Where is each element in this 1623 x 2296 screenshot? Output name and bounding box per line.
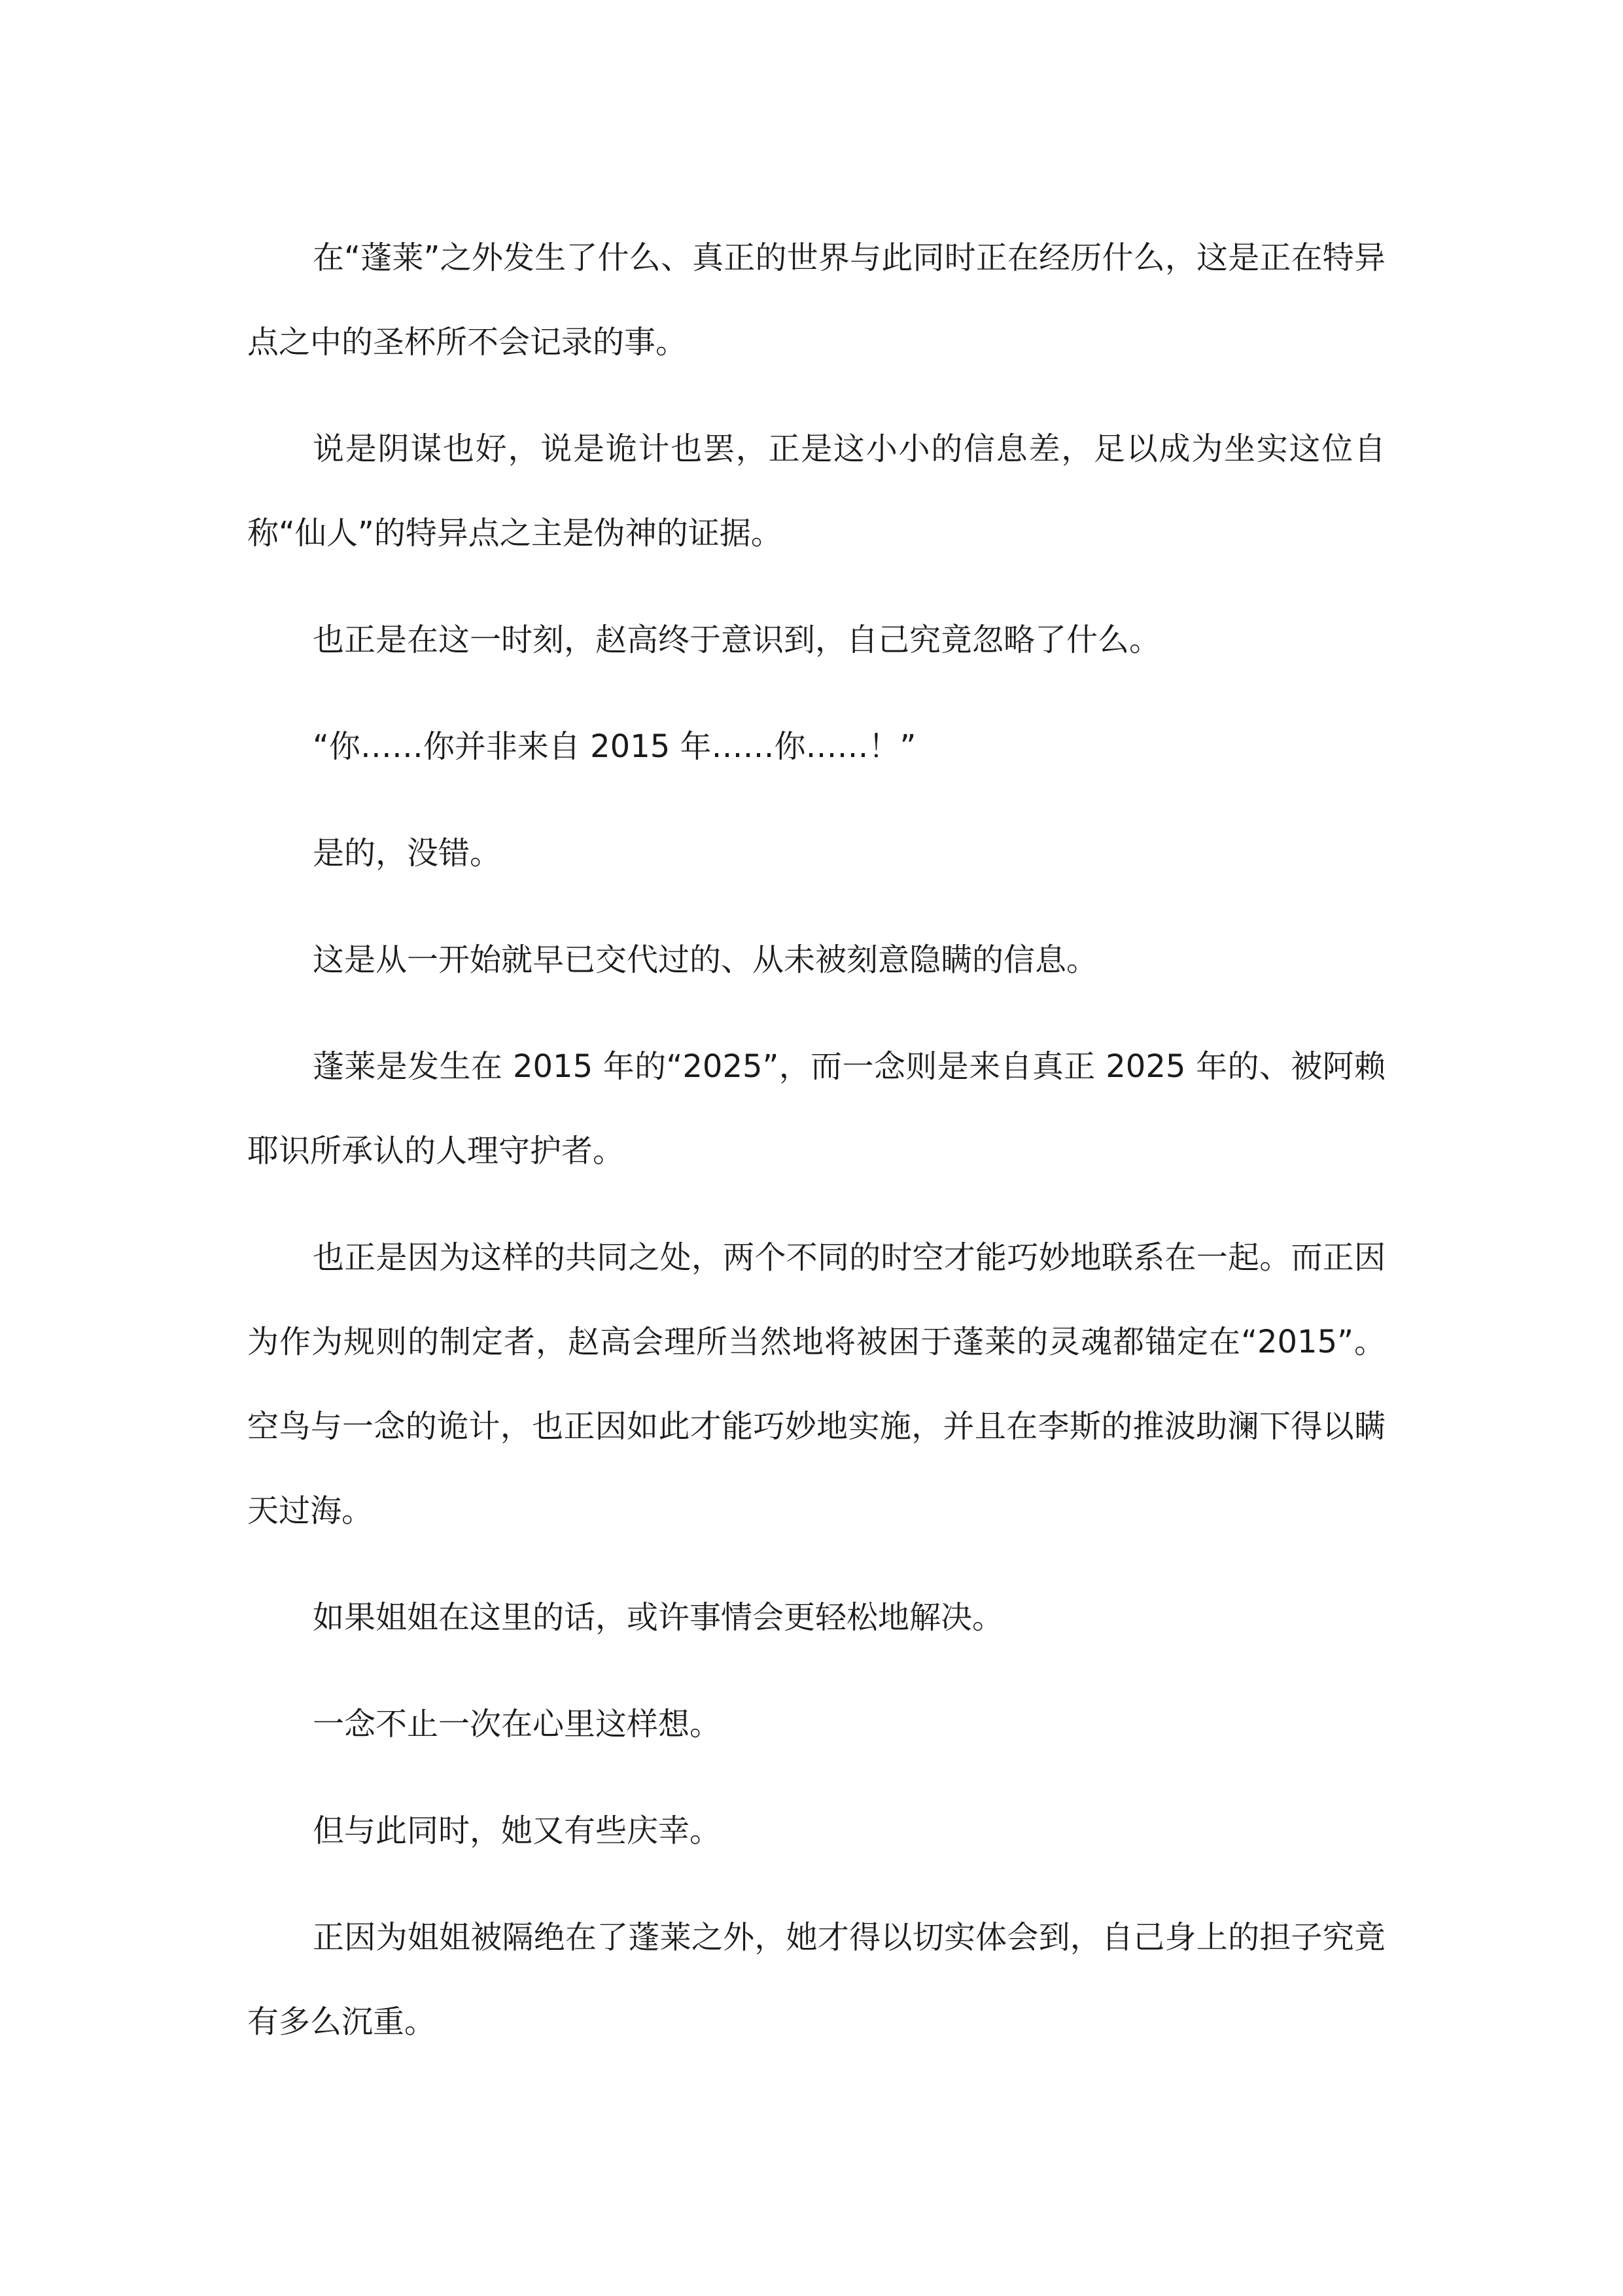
paragraph: 一念不止一次在心里这样想。 <box>313 1706 722 1742</box>
paragraph: 如果姐姐在这里的话，或许事情会更轻松地解决。 <box>313 1599 1004 1636</box>
paragraph: 说是阴谋也好，说是诡计也罢，正是这小小的信息差，足以成为坐实这位自称“仙人”的特异点之主是伪神的证据。 <box>247 431 1386 552</box>
document-body <box>247 216 1386 2087</box>
paragraph: 正因为姐姐被隔绝在了蓬莱之外，她才得以切实体会到，自己身上的担子究竟有多么沉重。 <box>247 1919 1386 2040</box>
paragraph: 也正是因为这样的共同之处，两个不同的时空才能巧妙地联系在一起。而正因为作为规则的制定者，赵高会理所当然地将被困于蓬莱的灵魂都锚定在“2015”。空鸟与一念的诡计，也正因如此才能巧妙地实施，并且在李斯的推波助澜下得以瞒天过海。 <box>247 1239 1386 1529</box>
paragraph: 在“蓬莱”之外发生了什么、真正的世界与此同时正在经历什么，这是正在特异点之中的圣杯所不会记录的事。 <box>247 239 1386 361</box>
paragraph: 蓬莱是发生在 2015 年的“2025”，而一念则是来自真正 2025 年的、被阿赖耶识所承认的人理守护者。 <box>247 1048 1386 1169</box>
paragraph: 这是从一开始就早已交代过的、从未被刻意隐瞒的信息。 <box>313 942 1098 978</box>
paragraph: “你……你并非来自 2015 年……你……！” <box>313 728 916 765</box>
paragraph: 也正是在这一时刻，赵高终于意识到，自己究竟忽略了什么。 <box>313 622 1161 658</box>
paragraph: 是的，没错。 <box>313 835 502 872</box>
paragraph: 但与此同时，她又有些庆幸。 <box>313 1812 722 1849</box>
